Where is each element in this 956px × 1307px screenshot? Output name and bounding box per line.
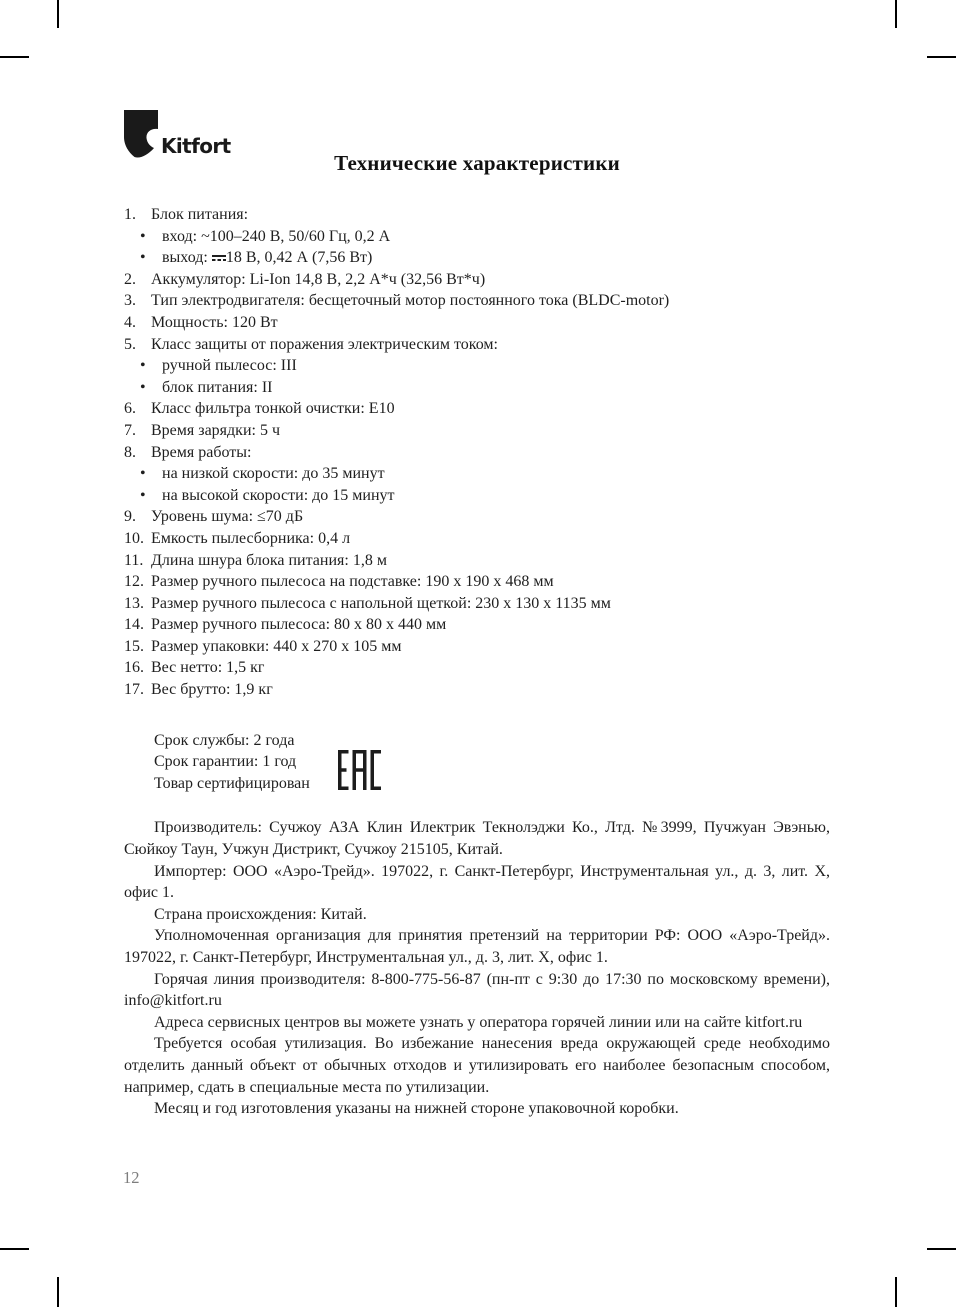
spec-number: 1. bbox=[124, 206, 136, 223]
cert-line-service-life: Срок службы: 2 года bbox=[154, 731, 295, 749]
paragraph-country-of-origin: Страна происхождения: Китай. bbox=[154, 905, 367, 923]
spec-item bbox=[124, 312, 830, 334]
spec-text: Мощность: 120 Вт bbox=[151, 313, 278, 331]
spec-number: 8. bbox=[124, 443, 136, 461]
spec-number: 14. bbox=[124, 616, 144, 634]
spec-number: 17. bbox=[124, 681, 144, 699]
spec-text: ручной пылесос: III bbox=[162, 357, 297, 375]
spec-subitem bbox=[124, 377, 830, 399]
bullet-icon: • bbox=[140, 249, 146, 267]
spec-subitem bbox=[124, 463, 830, 485]
kitfort-logo-text: Kitfort bbox=[161, 134, 231, 158]
spec-item bbox=[124, 442, 830, 464]
spec-item bbox=[124, 290, 830, 312]
spec-list bbox=[124, 204, 830, 701]
cert-line-certified: Товар сертифицирован bbox=[154, 774, 310, 792]
spec-item bbox=[124, 398, 830, 420]
crop-mark-top-right-vertical bbox=[895, 0, 897, 28]
crop-mark-top-left-vertical bbox=[57, 0, 59, 28]
spec-item bbox=[124, 506, 830, 528]
spec-number: 16. bbox=[124, 659, 144, 677]
spec-text: на низкой скорости: до 35 минут bbox=[162, 465, 385, 483]
spec-text: Уровень шума: ≤70 дБ bbox=[151, 508, 304, 526]
spec-item bbox=[124, 528, 830, 550]
crop-mark-bottom-right-vertical bbox=[895, 1277, 897, 1307]
paragraph-authorized-organization: Уполномоченная организация для принятия претензий на территории РФ: ООО «Аэро-Трейд». 197022, г. Санкт-Петербург, Инструментальная ул., д. 3, лит. Х, офис 1. bbox=[124, 927, 830, 966]
spec-number: 10. bbox=[124, 529, 144, 547]
paragraph-hotline: Горячая линия производителя: 8-800-775-56-87 (пн-пт с 9:30 до 17:30 по московскому времени), info@kitfort.ru bbox=[124, 970, 830, 1010]
bullet-icon: • bbox=[140, 227, 146, 245]
paragraph-production-date: Месяц и год изготовления указаны на нижней стороне упаковочной коробки. bbox=[154, 1100, 679, 1118]
spec-item bbox=[124, 657, 830, 679]
paragraph-manufacturer: Производитель: Сучжоу АЗА Клин Илектрик Текнолэджи Ко., Лтд. №3999, Пучжуан Эвэнью, Сюйкоу Таун, Учжун Дистрикт, Сучжоу 215105, Китай. bbox=[124, 819, 830, 859]
spec-number: 2. bbox=[124, 270, 136, 288]
spec-subitem bbox=[124, 226, 830, 248]
spec-number: 6. bbox=[124, 400, 136, 418]
paragraph-importer: Импортер: ООО «Аэро-Трейд». 197022, г. Санкт-Петербург, Инструментальная ул., д. 3, лит. Х, офис 1. bbox=[124, 862, 830, 902]
crop-mark-top-left-horizontal bbox=[0, 56, 29, 58]
spec-text: Размер ручного пылесоса на подставке: 190 х 190 х 468 мм bbox=[151, 573, 554, 591]
paragraph-service-centers: Адреса сервисных центров вы можете узнать у оператора горячей линии или на сайте kitfort.ru bbox=[154, 1013, 803, 1031]
spec-text: Вес нетто: 1,5 кг bbox=[151, 659, 265, 677]
spec-number: 15. bbox=[124, 637, 144, 655]
spec-text: Класс фильтра тонкой очистки: E10 bbox=[151, 400, 395, 418]
spec-item bbox=[124, 593, 830, 615]
spec-text: Тип электродвигателя: бесщеточный мотор постоянного тока (BLDC-motor) bbox=[151, 292, 670, 310]
spec-item bbox=[124, 636, 830, 658]
spec-item bbox=[124, 269, 830, 291]
spec-item bbox=[124, 679, 830, 701]
bullet-icon: • bbox=[140, 357, 146, 375]
certification-block bbox=[124, 730, 830, 795]
page-content bbox=[124, 204, 830, 1120]
page-number: 12 bbox=[123, 1168, 140, 1187]
spec-text-value: 18 В, 0,42 А (7,56 Вт) bbox=[225, 249, 373, 267]
spec-text: Блок питания: bbox=[151, 206, 249, 223]
spec-text-prefix: выход: bbox=[162, 249, 212, 267]
spec-text: Вес брутто: 1,9 кг bbox=[151, 681, 273, 699]
crop-mark-top-right-horizontal bbox=[927, 56, 956, 58]
paragraph-recycling: Требуется особая утилизация. Во избежание нанесения вреда окружающей среде необходимо отделить данный объект от обычных отходов и утилизировать его наиболее безопасным способом, например, сдать в специальные места по утилизации. bbox=[124, 1035, 830, 1096]
info-paragraphs bbox=[124, 817, 830, 1119]
crop-mark-bottom-right-horizontal bbox=[927, 1248, 956, 1250]
spec-text: Время работы: bbox=[151, 443, 252, 461]
spec-number: 12. bbox=[124, 573, 144, 591]
spec-item bbox=[124, 334, 830, 356]
spec-number: 9. bbox=[124, 508, 136, 526]
bullet-icon: • bbox=[140, 486, 146, 504]
spec-text: Длина шнура блока питания: 1,8 м bbox=[151, 551, 387, 569]
bullet-icon: • bbox=[140, 465, 146, 483]
dc-symbol-icon bbox=[212, 253, 226, 262]
spec-number: 5. bbox=[124, 335, 136, 353]
spec-number: 11. bbox=[124, 551, 144, 569]
eac-mark-icon bbox=[338, 750, 381, 790]
spec-text: Размер ручного пылесоса с напольной щеткой: 230 х 130 х 1135 мм bbox=[151, 594, 611, 612]
spec-text: Аккумулятор: Li-Ion 14,8 В, 2,2 А*ч (32,56 Вт*ч) bbox=[151, 270, 486, 288]
spec-item bbox=[124, 420, 830, 442]
spec-text: вход: ~100–240 В, 50/60 Гц, 0,2 А bbox=[162, 227, 391, 245]
spec-item bbox=[124, 204, 830, 226]
spec-text: Класс защиты от поражения электрическим током: bbox=[151, 335, 498, 353]
crop-mark-bottom-left-vertical bbox=[57, 1277, 59, 1307]
bullet-icon: • bbox=[140, 378, 146, 396]
crop-mark-bottom-left-horizontal bbox=[0, 1248, 29, 1250]
cert-line-warranty: Срок гарантии: 1 год bbox=[154, 753, 297, 771]
spec-number: 3. bbox=[124, 292, 136, 310]
spec-text: блок питания: II bbox=[162, 378, 273, 396]
spec-number: 4. bbox=[124, 313, 136, 331]
spec-number: 13. bbox=[124, 594, 144, 612]
spec-subitem bbox=[124, 355, 830, 377]
spec-subitem bbox=[124, 247, 830, 269]
spec-number: 7. bbox=[124, 421, 136, 439]
spec-item bbox=[124, 614, 830, 636]
spec-item bbox=[124, 571, 830, 593]
spec-item bbox=[124, 550, 830, 572]
spec-subitem bbox=[124, 485, 830, 507]
spec-text: Время зарядки: 5 ч bbox=[151, 421, 281, 439]
spec-text: на высокой скорости: до 15 минут bbox=[162, 486, 395, 504]
spec-text bbox=[162, 247, 830, 269]
spec-text: Размер упаковки: 440 х 270 х 105 мм bbox=[151, 637, 402, 655]
spec-text: Размер ручного пылесоса: 80 х 80 х 440 мм bbox=[151, 616, 447, 634]
page-title: Технические характеристики bbox=[334, 151, 620, 175]
spec-text: Емкость пылесборника: 0,4 л bbox=[151, 529, 351, 547]
